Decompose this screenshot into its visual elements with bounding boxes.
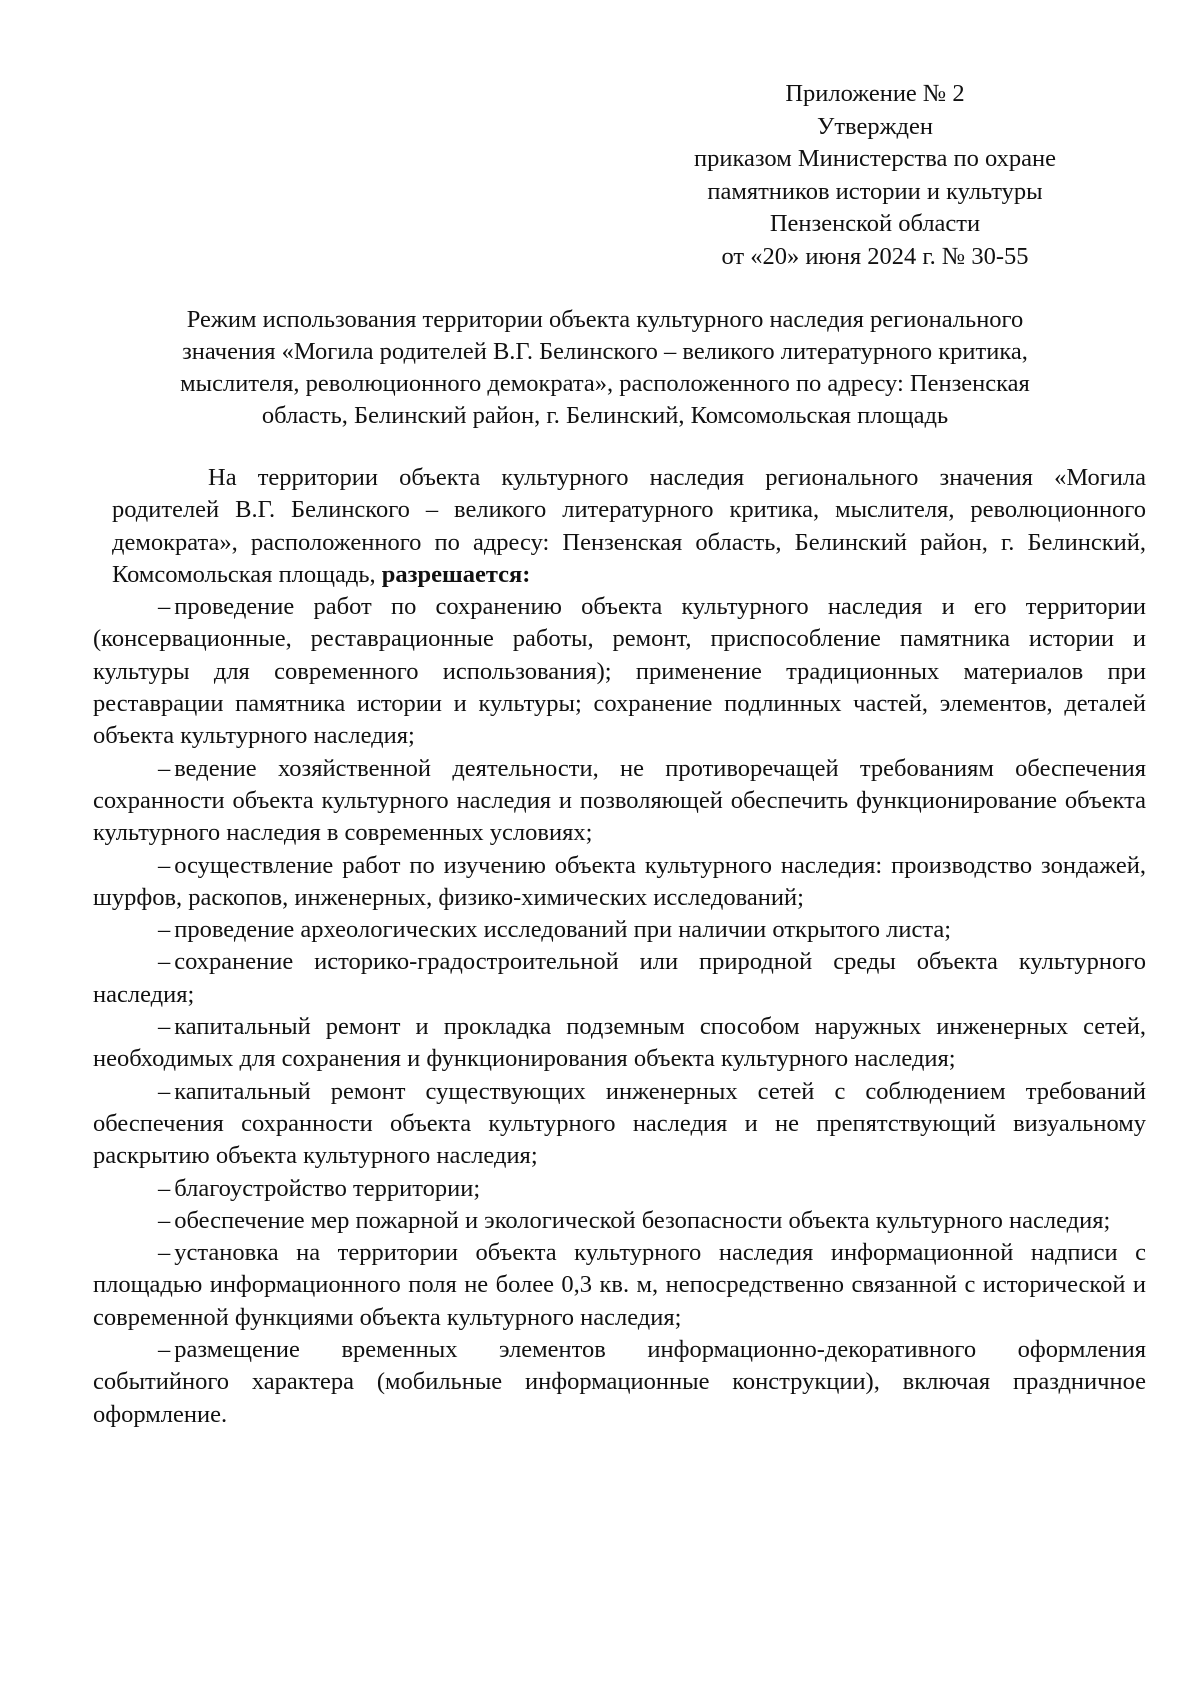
list-item-text: ведение хозяйственной деятельности, не противоречащей требованиям обеспечения сохранности объекта культурного наследия и позволяющей обеспечить функционирование объекта культурного наследия в современных условиях;	[93, 754, 1146, 847]
approval-status: Утвержден	[817, 112, 933, 140]
document-title	[100, 304, 1110, 432]
title-line: Режим использования территории объекта культурного наследия регионального	[186, 306, 1024, 333]
list-item	[93, 1205, 1146, 1237]
dash-marker: –	[158, 916, 171, 944]
dash-marker: –	[158, 1013, 171, 1041]
title-line: область, Белинский район, г. Белинский, Комсомольская площадь	[261, 402, 949, 429]
title-line: значения «Могила родителей В.Г. Белинского – великого литературного критика,	[182, 338, 1028, 365]
list-item	[93, 946, 1146, 1011]
list-item-text: обеспечение мер пожарной и экологической безопасности объекта культурного наследия;	[174, 1206, 1111, 1234]
list-item-text: размещение временных элементов информационно-декоративного оформления событийного характера (мобильные информационные конструкции), включая праздничное оформление.	[93, 1336, 1146, 1428]
list-item-text: проведение археологических исследований при наличии открытого листа;	[174, 916, 952, 944]
approval-block	[640, 78, 1110, 273]
dash-marker: –	[158, 1206, 171, 1234]
dash-marker: –	[158, 1174, 171, 1202]
list-item	[93, 591, 1146, 752]
list-item	[93, 914, 1146, 946]
dash-marker: –	[158, 593, 171, 621]
list-item	[93, 753, 1146, 850]
list-item	[93, 1173, 1146, 1205]
dash-marker: –	[158, 1077, 171, 1105]
list-item	[93, 1011, 1146, 1076]
list-item-text: установка на территории объекта культурного наследия информационной надписи с площадью информационного поля не более 0,3 кв. м, непосредственно связанной с исторической и современной функциями объекта культурного наследия;	[93, 1239, 1146, 1331]
approval-region-line: Пензенской области	[769, 210, 981, 237]
intro-text: На территории объекта культурного наследия регионального значения «Могила родителей В.Г. Белинского – великого литературного критика, мыслителя, революционного демократа», расположенного по адресу: Пензенская область, Белинский район, г. Белинский, Комсомольская площадь,	[112, 464, 1146, 588]
permitted-activities-list	[93, 591, 1146, 1431]
list-item-text: проведение работ по сохранению объекта культурного наследия и его территории (консервационные, реставрационные работы, ремонт, приспособление памятника истории и культуры для современного использования); применение традиционных материалов при реставрации памятника истории и культуры; сохранение подлинных частей, элементов, деталей объекта культурного наследия;	[93, 593, 1146, 750]
dash-marker: –	[158, 948, 171, 976]
dash-marker: –	[158, 1239, 171, 1267]
list-item	[93, 1334, 1146, 1431]
document-body	[93, 462, 1146, 1431]
approval-order-line: приказом Министерства по охране	[694, 145, 1056, 172]
intro-paragraph	[93, 462, 1146, 591]
list-item-text: осуществление работ по изучению объекта культурного наследия: производство зондажей, шурфов, раскопов, инженерных, физико-химических исследований;	[93, 851, 1146, 911]
dash-marker: –	[158, 1336, 171, 1364]
title-line: мыслителя, революционного демократа», расположенного по адресу: Пензенская	[180, 370, 1030, 397]
list-item	[93, 1076, 1146, 1173]
list-item-text: сохранение историко-градостроительной или природной среды объекта культурного наследия;	[93, 948, 1146, 1008]
permitted-heading: разрешается:	[381, 560, 531, 588]
list-item	[93, 850, 1146, 915]
approval-ministry-line: памятников истории и культуры	[707, 177, 1043, 205]
approval-date-number: от «20» июня 2024 г. № 30-55	[721, 242, 1029, 270]
list-item-text: капитальный ремонт и прокладка подземным способом наружных инженерных сетей, необходимых для сохранения и функционирования объекта культурного наследия;	[93, 1013, 1146, 1073]
dash-marker: –	[158, 754, 171, 782]
list-item-text: капитальный ремонт существующих инженерных сетей с соблюдением требований обеспечения сохранности объекта культурного наследия и не препятствующий визуальному раскрытию объекта культурного наследия;	[93, 1077, 1146, 1170]
list-item	[93, 1237, 1146, 1334]
list-item-text: благоустройство территории;	[174, 1174, 481, 1202]
appendix-number: Приложение № 2	[785, 80, 965, 107]
dash-marker: –	[158, 851, 171, 879]
